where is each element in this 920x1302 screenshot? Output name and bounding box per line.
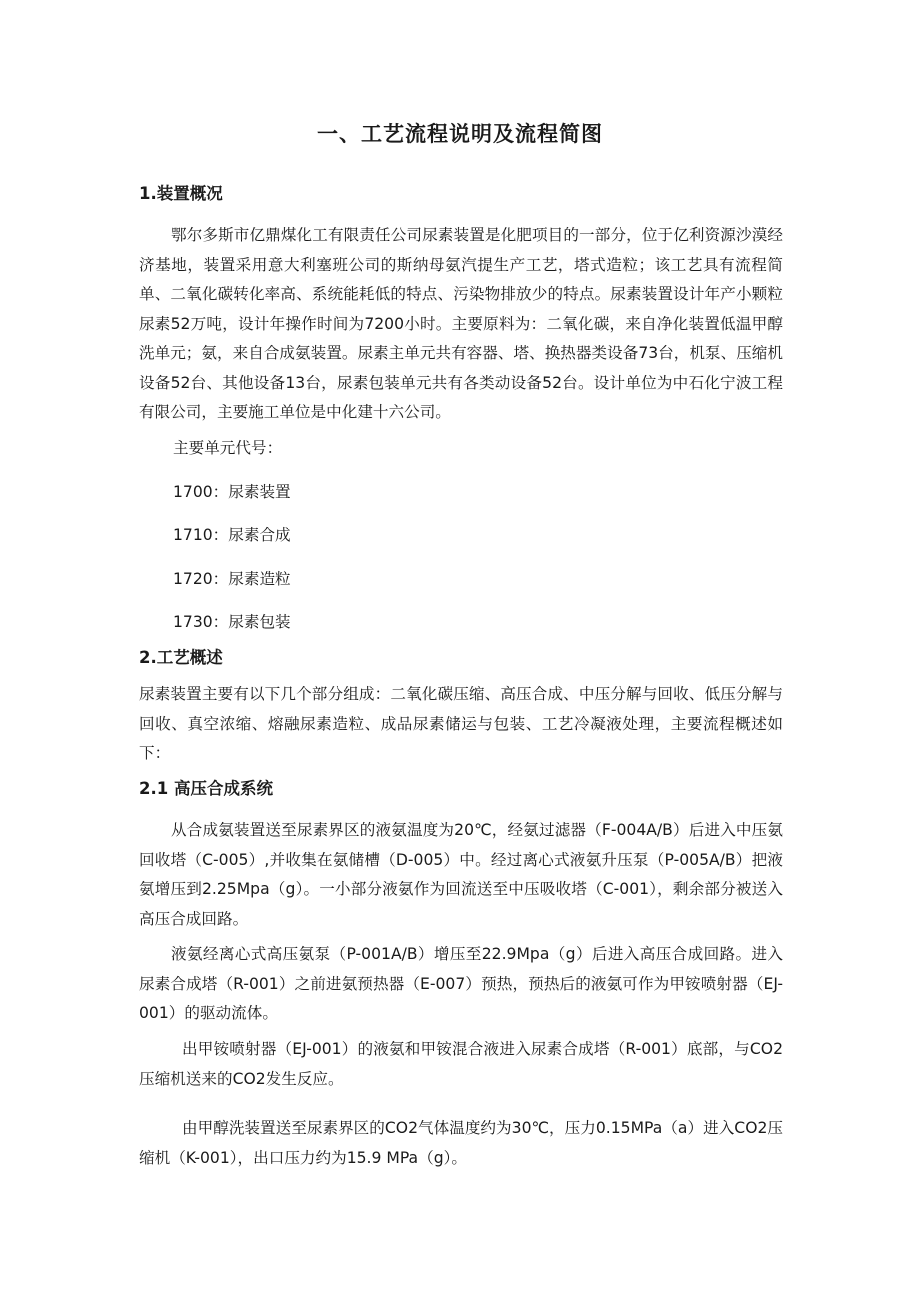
- unit-item: 1710：尿素合成: [173, 526, 291, 544]
- section-2-1-paragraph-3: 出甲铵喷射器（EJ-001）的液氨和甲铵混合液进入尿素合成塔（R-001）底部，与CO2压缩机送来的CO2发生反应。: [139, 1040, 783, 1088]
- section-2-1-paragraph-4: 由甲醇洗装置送至尿素界区的CO2气体温度约为30℃，压力0.15MPa（a）进入CO2压缩机（K-001），出口压力约为15.9 MPa（g）。: [139, 1119, 783, 1167]
- section-2-heading: 2.工艺概述: [139, 648, 223, 667]
- section-2-1-paragraph-1: 从合成氨装置送至尿素界区的液氨温度为20℃，经氨过滤器（F-004A/B）后进入中压氨回收塔（C-005）,并收集在氨储槽（D-005）中。经过离心式液氨升压泵（P-005A/B）把液氨增压到2.25Mpa（g）。一小部分液氨作为回流送至中压吸收塔（C-001），剩余部分被送入高压合成回路。: [139, 821, 783, 928]
- section-2-1-paragraph-2: 液氨经离心式高压氨泵（P-001A/B）增压至22.9Mpa（g）后进入高压合成回路。进入尿素合成塔（R-001）之前进氨预热器（E-007）预热，预热后的液氨可作为甲铵喷射器（EJ-001）的驱动流体。: [139, 945, 783, 1022]
- section-1-heading: 1.装置概况: [139, 184, 223, 203]
- units-label: 主要单元代号：: [173, 439, 283, 457]
- section-2-paragraph: 尿素装置主要有以下几个部分组成：二氧化碳压缩、高压合成、中压分解与回收、低压分解与回收、真空浓缩、熔融尿素造粒、成品尿素储运与包装、工艺冷凝液处理，主要流程概述如下：: [139, 685, 783, 762]
- unit-item: 1730：尿素包装: [173, 613, 291, 631]
- unit-item: 1700：尿素装置: [173, 483, 291, 501]
- unit-item: 1720：尿素造粒: [173, 570, 291, 588]
- section-1-paragraph: 鄂尔多斯市亿鼎煤化工有限责任公司尿素装置是化肥项目的一部分，位于亿利资源沙漠经济基地，装置采用意大利塞班公司的斯纳母氨汽提生产工艺，塔式造粒；该工艺具有流程简单、二氧化碳转化率高、系统能耗低的特点、污染物排放少的特点。尿素装置设计年产小颗粒尿素52万吨，设计年操作时间为7200小时。主要原料为：二氧化碳，来自净化装置低温甲醇洗单元；氨，来自合成氨装置。尿素主单元共有容器、塔、换热器类设备73台，机泵、压缩机设备52台、其他设备13台，尿素包装单元共有各类动设备52台。设计单位为中石化宁波工程有限公司，主要施工单位是中化建十六公司。: [139, 226, 783, 421]
- document-title: 一、工艺流程说明及流程简图: [317, 122, 603, 146]
- section-2-1-heading: 2.1 高压合成系统: [139, 779, 273, 798]
